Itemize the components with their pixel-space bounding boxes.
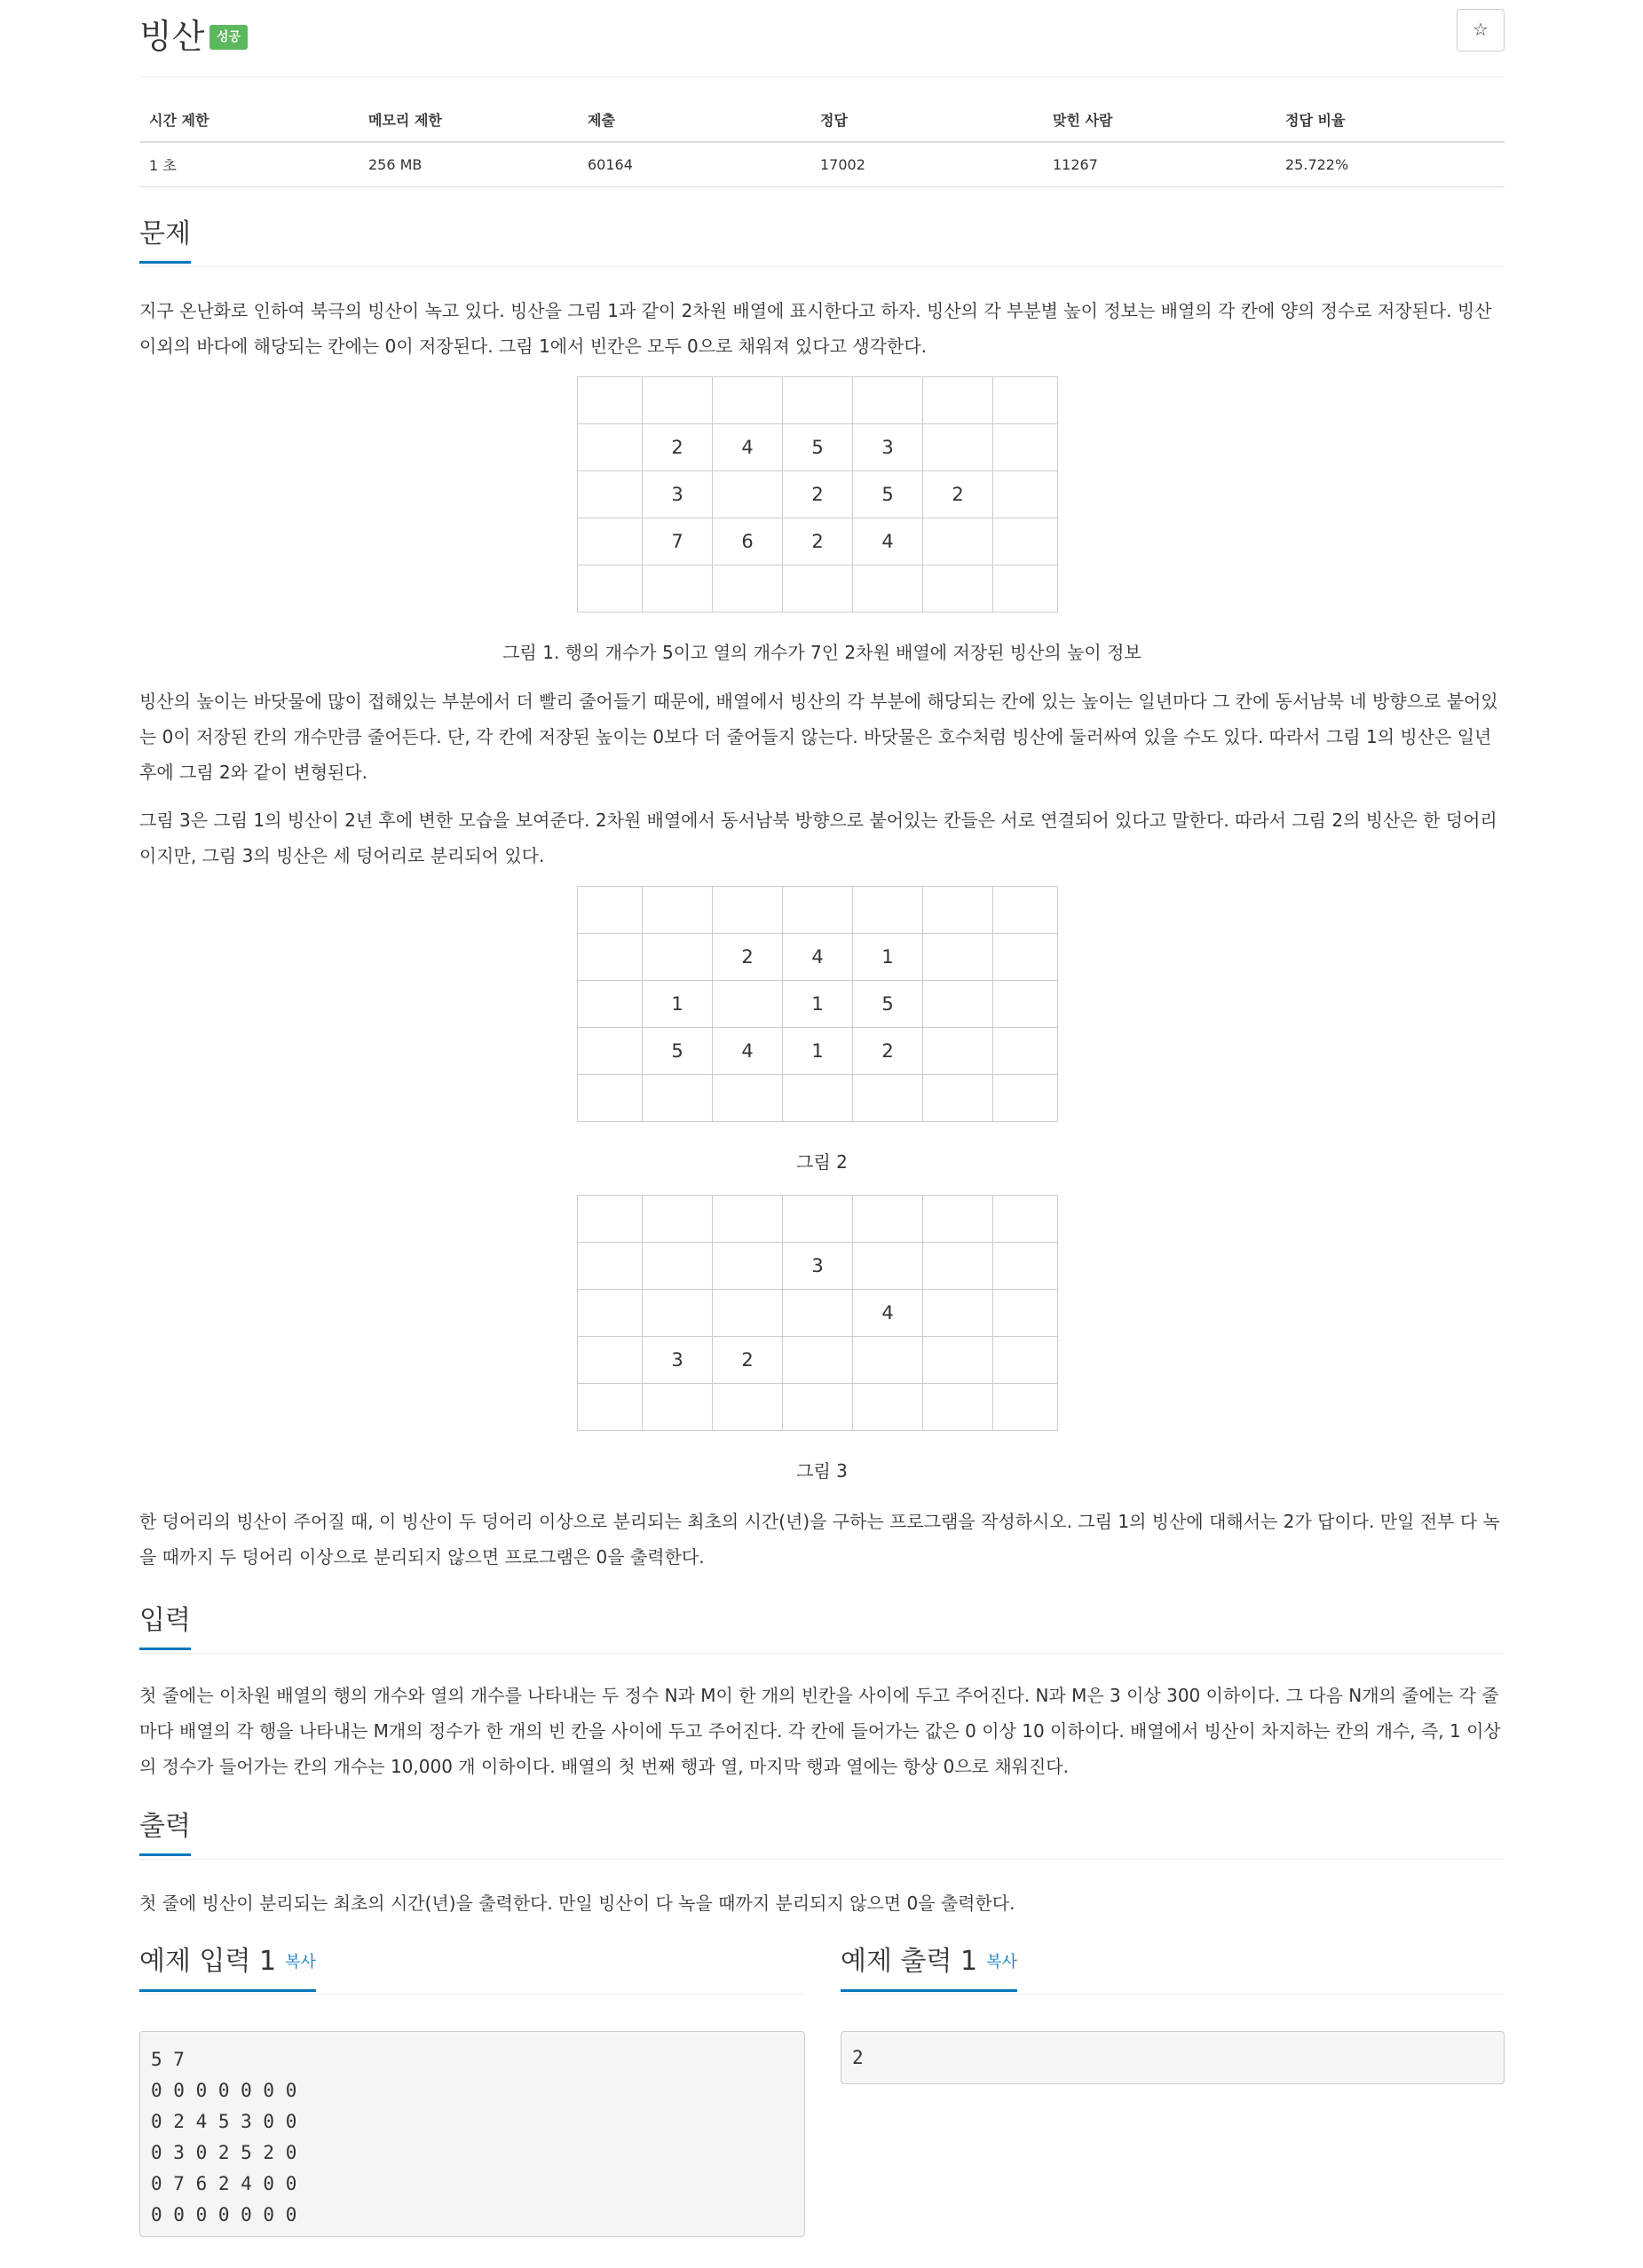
figure-1-cell [578, 565, 643, 612]
figure-2-cell: 2 [853, 1028, 923, 1075]
sample-input-title [139, 1946, 316, 1992]
figure-3-cell [853, 1243, 923, 1290]
figure-1-grid [577, 376, 1058, 612]
figure-2-cell [578, 1075, 643, 1122]
figure-3-cell [713, 1290, 783, 1337]
figure-1-cell: 5 [853, 471, 923, 518]
input-description: 첫 줄에는 이차원 배열의 행의 개수와 열의 개수를 나타내는 두 정수 N과 M이 한 개의 빈칸을 사이에 두고 주어진다. N과 M은 3 이상 300 이하이다. 그 다음 N개의 줄에는 각 줄마다 배열의 각 행을 나타내는 M개의 정수가 한 개의 빈 칸을 사이에 두고 주어진다. 각 칸에 들어가는 값은 0 이상 10 이하이다. 배열에서 빙산이 차지하는 칸의 개수, 즉, 1 이상의 정수가 들어가는 칸의 개수는 10,000 개 이하이다. 배열의 첫 번째 행과 열, 마지막 행과 열에는 항상 0으로 채워진다. [139, 1685, 1501, 1777]
input-section-title: 입력 [139, 1605, 191, 1650]
figure-3-cell [993, 1243, 1058, 1290]
figure-2-cell: 1 [643, 981, 713, 1028]
figure-2-cell [578, 1028, 643, 1075]
figure-2-cell [578, 887, 643, 934]
figure-3-cell [578, 1243, 643, 1290]
figure-3-cell [783, 1384, 853, 1431]
info-header-time-limit: 시간 제한 [139, 98, 359, 142]
figure-1-cell [923, 377, 993, 424]
figure-1-cell: 3 [643, 471, 713, 518]
figure-1-cell [783, 377, 853, 424]
figure-2-cell [783, 887, 853, 934]
problem-section-title: 문제 [139, 218, 191, 264]
figure-2-grid [577, 886, 1058, 1122]
figure-3-cell [853, 1196, 923, 1243]
figure-1-cell [713, 471, 783, 518]
figure-1-cell [993, 518, 1058, 565]
figure-2-cell [853, 887, 923, 934]
figure-2-cell [713, 1075, 783, 1122]
figure-1-cell [783, 565, 853, 612]
title-row [139, 0, 1505, 77]
figure-1-cell: 6 [713, 518, 783, 565]
figure-2-cell [578, 981, 643, 1028]
figure-3-cell [643, 1196, 713, 1243]
output-description: 첫 줄에 빙산이 분리되는 최초의 시간(년)을 출력한다. 만일 빙산이 다 녹을 때까지 분리되지 않으면 0을 출력한다. [139, 1893, 1015, 1914]
figure-2-cell: 1 [853, 934, 923, 981]
sample-input-title-text: 예제 입력 1 [139, 1946, 277, 1977]
figure-1-cell [853, 565, 923, 612]
figure-1-cell [713, 377, 783, 424]
info-header-ratio: 정답 비율 [1276, 98, 1505, 142]
figure-2-cell: 5 [643, 1028, 713, 1075]
figure-2-row [578, 934, 1058, 981]
figure-1-cell: 3 [853, 424, 923, 471]
problem-paragraph-4: 한 덩어리의 빙산이 주어질 때, 이 빙산이 두 덩어리 이상으로 분리되는 최초의 시간(년)을 구하는 프로그램을 작성하시오. 그림 1의 빙산에 대해서는 2가 답이다. 만일 전부 다 녹을 때까지 두 덩어리 이상으로 분리되지 않으면 프로그램은 0을 출력한다. [139, 1511, 1500, 1568]
figure-1-cell [923, 518, 993, 565]
figure-3-row [578, 1384, 1058, 1431]
output-section-header [139, 1804, 1505, 1860]
figure-1-cell [713, 565, 783, 612]
figure-2-caption: 그림 2 [796, 1151, 848, 1173]
figure-3-cell [578, 1337, 643, 1384]
problem-paragraph-2: 빙산의 높이는 바닷물에 많이 접해있는 부분에서 더 빨리 줄어들기 때문에, 배열에서 빙산의 각 부분에 해당되는 칸에 있는 높이는 일년마다 그 칸에 동서남북 네 방향으로 붙어있는 0이 저장된 칸의 개수만큼 줄어든다. 단, 각 칸에 저장된 높이는 0보다 더 줄어들지 않는다. 바닷물은 호수처럼 빙산에 둘러싸여 있을 수도 있다. 따라서 그림 1의 빙산은 일년후에 그림 2와 같이 변형된다. [139, 691, 1498, 783]
figure-2-cell [713, 887, 783, 934]
sample-input-header [139, 1939, 805, 1995]
figure-2-cell [578, 934, 643, 981]
figure-3-cell [578, 1290, 643, 1337]
figure-2-cell: 4 [783, 934, 853, 981]
figure-2-cell [923, 1028, 993, 1075]
figure-2-cell [993, 1075, 1058, 1122]
sample-output-title-text: 예제 출력 1 [841, 1946, 978, 1977]
figure-1-cell [578, 471, 643, 518]
figure-3-cell: 4 [853, 1290, 923, 1337]
figure-2-cell: 4 [713, 1028, 783, 1075]
figure-3-cell: 2 [713, 1337, 783, 1384]
figure-2-row [578, 1028, 1058, 1075]
info-value-row [139, 142, 1505, 187]
figure-1-row [578, 424, 1058, 471]
figure-3-row [578, 1243, 1058, 1290]
figure-3-cell [643, 1290, 713, 1337]
sample-input-box: 5 7 0 0 0 0 0 0 0 0 2 4 5 3 0 0 0 3 0 2 5 2 0 0 7 6 2 4 0 0 0 0 0 0 0 0 0 [139, 2031, 805, 2237]
figure-1-cell: 5 [783, 424, 853, 471]
problem-title: 빙산 [139, 17, 205, 56]
figure-1-cell: 2 [923, 471, 993, 518]
sample-output-header [841, 1939, 1505, 1995]
figure-2-cell: 2 [713, 934, 783, 981]
problem-content [139, 0, 1505, 2225]
star-button[interactable] [1457, 9, 1505, 51]
figure-3-cell: 3 [643, 1337, 713, 1384]
figure-1-row [578, 518, 1058, 565]
info-solved-users: 11267 [1043, 142, 1276, 187]
input-section-header [139, 1598, 1505, 1654]
star-icon: ☆ [1473, 19, 1489, 40]
figure-2-cell [993, 887, 1058, 934]
figure-2-row [578, 981, 1058, 1028]
figure-1-cell [993, 377, 1058, 424]
figure-1-cell [993, 424, 1058, 471]
figure-3-caption: 그림 3 [796, 1460, 848, 1482]
figure-1-cell [853, 377, 923, 424]
figure-2-row [578, 1075, 1058, 1122]
figure-3-cell [923, 1337, 993, 1384]
problem-paragraph-1: 지구 온난화로 인하여 북극의 빙산이 녹고 있다. 빙산을 그림 1과 같이 2차원 배열에 표시한다고 하자. 빙산의 각 부분별 높이 정보는 배열의 각 칸에 양의 정수로 저장된다. 빙산 이외의 바다에 해당되는 칸에는 0이 저장된다. 그림 1에서 빈칸은 모두 0으로 채워져 있다고 생각한다. [139, 300, 1492, 357]
figure-3-cell [783, 1290, 853, 1337]
sample-output-box: 2 [841, 2031, 1505, 2084]
figure-1-cell: 4 [853, 518, 923, 565]
figure-2-cell [993, 934, 1058, 981]
figure-1-row [578, 471, 1058, 518]
figure-3-cell [643, 1384, 713, 1431]
figure-2-cell [993, 981, 1058, 1028]
figure-2-cell [923, 887, 993, 934]
figure-3-row [578, 1337, 1058, 1384]
figure-2-cell: 1 [783, 981, 853, 1028]
figure-1-cell [578, 424, 643, 471]
figure-3-cell [993, 1196, 1058, 1243]
copy-sample-input-link[interactable]: 복사 [285, 1952, 316, 1972]
figure-2-cell [923, 981, 993, 1028]
figure-1-cell [993, 471, 1058, 518]
figure-3-row [578, 1196, 1058, 1243]
info-submissions: 60164 [578, 142, 810, 187]
info-header-row [139, 98, 1505, 142]
figure-3-cell [923, 1384, 993, 1431]
figure-1-caption: 그림 1. 행의 개수가 5이고 열의 개수가 7인 2차원 배열에 저장된 빙산의 높이 정보 [502, 642, 1141, 663]
figure-1-cell [923, 424, 993, 471]
figure-2-cell: 1 [783, 1028, 853, 1075]
info-accepted: 17002 [810, 142, 1043, 187]
figure-2-cell [643, 934, 713, 981]
figure-2-cell [923, 1075, 993, 1122]
figure-1-cell: 4 [713, 424, 783, 471]
figure-3-cell [993, 1337, 1058, 1384]
info-header-memory-limit: 메모리 제한 [359, 98, 578, 142]
info-header-solved-users: 맞힌 사람 [1043, 98, 1276, 142]
figure-2-cell [643, 887, 713, 934]
figure-3-cell [643, 1243, 713, 1290]
figure-2-cell [993, 1028, 1058, 1075]
figure-2-cell [713, 981, 783, 1028]
figure-3-cell [923, 1196, 993, 1243]
figure-1-cell: 7 [643, 518, 713, 565]
figure-2-cell [923, 934, 993, 981]
figure-3-cell [993, 1290, 1058, 1337]
info-header-submissions: 제출 [578, 98, 810, 142]
figure-3-cell [783, 1196, 853, 1243]
figure-1-cell: 2 [783, 518, 853, 565]
figure-1-cell [578, 377, 643, 424]
figure-2-cell [643, 1075, 713, 1122]
figure-2-cell: 5 [853, 981, 923, 1028]
sample-output-title [841, 1946, 1017, 1992]
figure-3-row [578, 1290, 1058, 1337]
figure-3-cell [923, 1290, 993, 1337]
figure-3-cell [713, 1384, 783, 1431]
info-ratio: 25.722% [1276, 142, 1505, 187]
problem-paragraph-3: 그림 3은 그림 1의 빙산이 2년 후에 변한 모습을 보여준다. 2차원 배열에서 동서남북 방향으로 붙어있는 칸들은 서로 연결되어 있다고 말한다. 따라서 그림 2의 빙산은 한 덩어리이지만, 그림 3의 빙산은 세 덩어리로 분리되어 있다. [139, 810, 1497, 866]
figure-1-cell [578, 518, 643, 565]
figure-1-cell [643, 377, 713, 424]
figure-3-cell: 3 [783, 1243, 853, 1290]
output-section-title: 출력 [139, 1811, 191, 1856]
figure-1-row [578, 565, 1058, 612]
figure-1-row [578, 377, 1058, 424]
figure-3-cell [783, 1337, 853, 1384]
figure-1-cell [993, 565, 1058, 612]
figure-3-cell [853, 1384, 923, 1431]
figure-1-cell: 2 [783, 471, 853, 518]
figure-3-cell [713, 1196, 783, 1243]
figure-2-cell [853, 1075, 923, 1122]
figure-3-cell [923, 1243, 993, 1290]
info-time-limit: 1 초 [139, 142, 359, 187]
copy-sample-output-link[interactable]: 복사 [986, 1952, 1017, 1972]
figure-2-row [578, 887, 1058, 934]
figure-3-cell [993, 1384, 1058, 1431]
figure-2-cell [783, 1075, 853, 1122]
figure-1-cell [923, 565, 993, 612]
info-header-accepted: 정답 [810, 98, 1043, 142]
problem-section-header [139, 211, 1505, 267]
info-memory-limit: 256 MB [359, 142, 578, 187]
problem-info-table [139, 98, 1505, 187]
figure-1-cell: 2 [643, 424, 713, 471]
figure-1-cell [643, 565, 713, 612]
status-badge: 성공 [209, 25, 248, 50]
figure-3-cell [578, 1384, 643, 1431]
figure-3-grid [577, 1195, 1058, 1431]
figure-3-cell [578, 1196, 643, 1243]
figure-3-cell [853, 1337, 923, 1384]
figure-3-cell [713, 1243, 783, 1290]
